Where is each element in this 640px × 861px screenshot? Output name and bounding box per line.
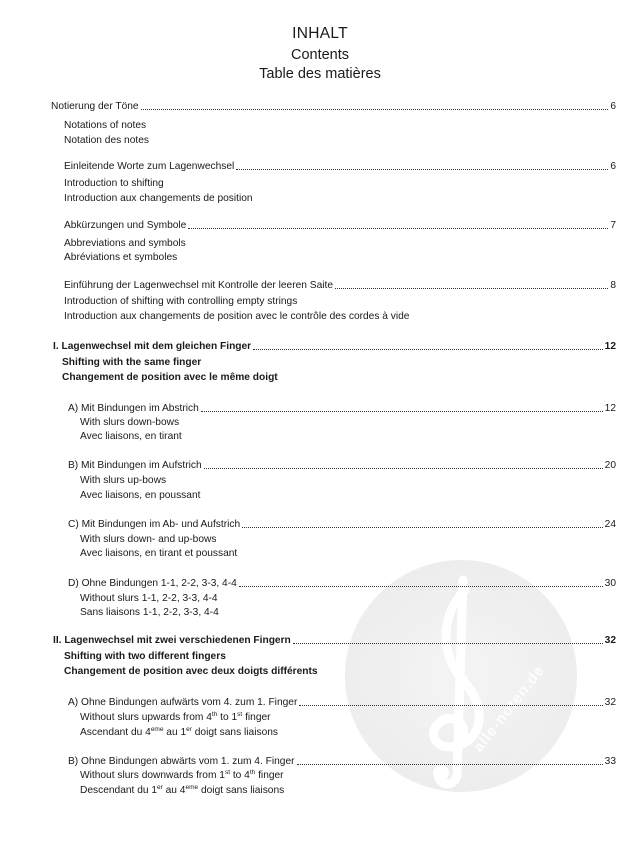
dot-leader (242, 526, 603, 528)
dot-leader (293, 642, 603, 644)
dot-leader (335, 287, 608, 289)
toc-entry-english: Introduction of shifting with controlling empty strings (64, 296, 298, 307)
toc-entry-english: Introduction to shifting (64, 178, 164, 189)
toc-section-french: Changement de position avec deux doigts différents (64, 666, 318, 677)
toc-entry-english: Without slurs upwards from 4th to 1st finger (80, 711, 271, 723)
toc-entry (51, 100, 616, 113)
toc-entry-page: 12 (604, 403, 616, 414)
subtitle-french: Table des matières (259, 66, 381, 82)
dot-leader (299, 704, 602, 706)
toc-entry (68, 402, 616, 415)
toc-entry-title: B) Ohne Bindungen abwärts vom 1. zum 4. Finger (68, 756, 295, 767)
dot-leader (239, 585, 603, 587)
toc-entry-page: 30 (604, 578, 616, 589)
toc-entry-page: 20 (604, 460, 616, 471)
toc-entry-english: Abbreviations and symbols (64, 238, 186, 249)
toc-entry-french: Avec liaisons, en poussant (80, 490, 201, 501)
toc-section-title: I. Lagenwechsel mit dem gleichen Finger (53, 341, 252, 352)
toc-entry-title: Einführung der Lagenwechsel mit Kontrolle der leeren Saite (64, 280, 333, 291)
toc-entry-page: 6 (610, 101, 616, 112)
toc-entry-title: D) Ohne Bindungen 1-1, 2-2, 3-3, 4-4 (68, 578, 237, 589)
toc-entry-french: Descendant du 1er au 4eme doigt sans liaisons (80, 784, 285, 796)
toc-entry-page: 7 (610, 220, 616, 231)
toc-entry-title: Einleitende Worte zum Lagenwechsel (64, 161, 235, 172)
toc-entry-french: Abréviations et symboles (64, 252, 178, 263)
toc-entry-title: C) Mit Bindungen im Ab- und Aufstrich (68, 519, 241, 530)
toc-entry-english: With slurs down- and up-bows (80, 534, 217, 545)
toc-entry-page: 24 (604, 519, 616, 530)
toc-entry-english: With slurs down-bows (80, 417, 180, 428)
dot-leader (188, 227, 608, 229)
toc-entry-page: 6 (610, 161, 616, 172)
toc-entry-french: Avec liaisons, en tirant (80, 431, 182, 442)
toc-entry (64, 279, 616, 292)
toc-entry (68, 696, 616, 709)
toc-entry (64, 219, 616, 232)
toc-section-page: 32 (604, 635, 616, 646)
toc-entry-french: Avec liaisons, en tirant et poussant (80, 548, 238, 559)
dot-leader (141, 108, 609, 110)
toc-entry-title: B) Mit Bindungen im Aufstrich (68, 460, 202, 471)
toc-entry (68, 459, 616, 472)
toc-section-page: 12 (604, 341, 616, 352)
toc-entry-title: Abkürzungen und Symbole (64, 220, 187, 231)
toc-entry-french: Sans liaisons 1-1, 2-2, 3-3, 4-4 (80, 607, 219, 618)
toc-entry-french: Introduction aux changements de position (64, 193, 253, 204)
dot-leader (253, 348, 603, 350)
toc-entry-page: 8 (610, 280, 616, 291)
toc-entry (64, 160, 616, 173)
toc-entry-french: Ascendant du 4eme au 1er doigt sans liaisons (80, 726, 278, 738)
toc-entry (68, 755, 616, 768)
toc-entry (68, 518, 616, 531)
toc-section-french: Changement de position avec le même doigt (62, 372, 278, 383)
toc-section-title: II. Lagenwechsel mit zwei verschiedenen Fingern (53, 635, 291, 646)
dot-leader (201, 410, 603, 412)
toc-entry-title: A) Ohne Bindungen aufwärts vom 4. zum 1. Finger (68, 697, 298, 708)
toc-entry-french: Notation des notes (64, 135, 149, 146)
toc-entry-french: Introduction aux changements de position avec le contrôle des cordes à vide (64, 311, 410, 322)
toc-section (53, 634, 616, 647)
watermark-text: alle-noten.de (470, 661, 549, 756)
toc-section (53, 340, 616, 353)
toc-section-english: Shifting with the same finger (62, 357, 202, 368)
page-title: INHALT (292, 25, 348, 42)
toc-entry-english: Notations of notes (64, 120, 147, 131)
toc-entry-title: Notierung der Töne (51, 101, 139, 112)
toc-entry-english: With slurs up-bows (80, 475, 167, 486)
toc-entry-english: Without slurs 1-1, 2-2, 3-3, 4-4 (80, 593, 218, 604)
toc-section-english: Shifting with two different fingers (64, 651, 226, 662)
dot-leader (204, 467, 603, 469)
toc-entry-page: 32 (604, 697, 616, 708)
toc-entry-title: A) Mit Bindungen im Abstrich (68, 403, 199, 414)
subtitle-english: Contents (290, 47, 350, 63)
dot-leader (297, 763, 603, 765)
dot-leader (236, 168, 608, 170)
toc-entry-english: Without slurs downwards from 1st to 4th finger (80, 769, 284, 781)
toc-entry (68, 577, 616, 590)
toc-entry-page: 33 (604, 756, 616, 767)
